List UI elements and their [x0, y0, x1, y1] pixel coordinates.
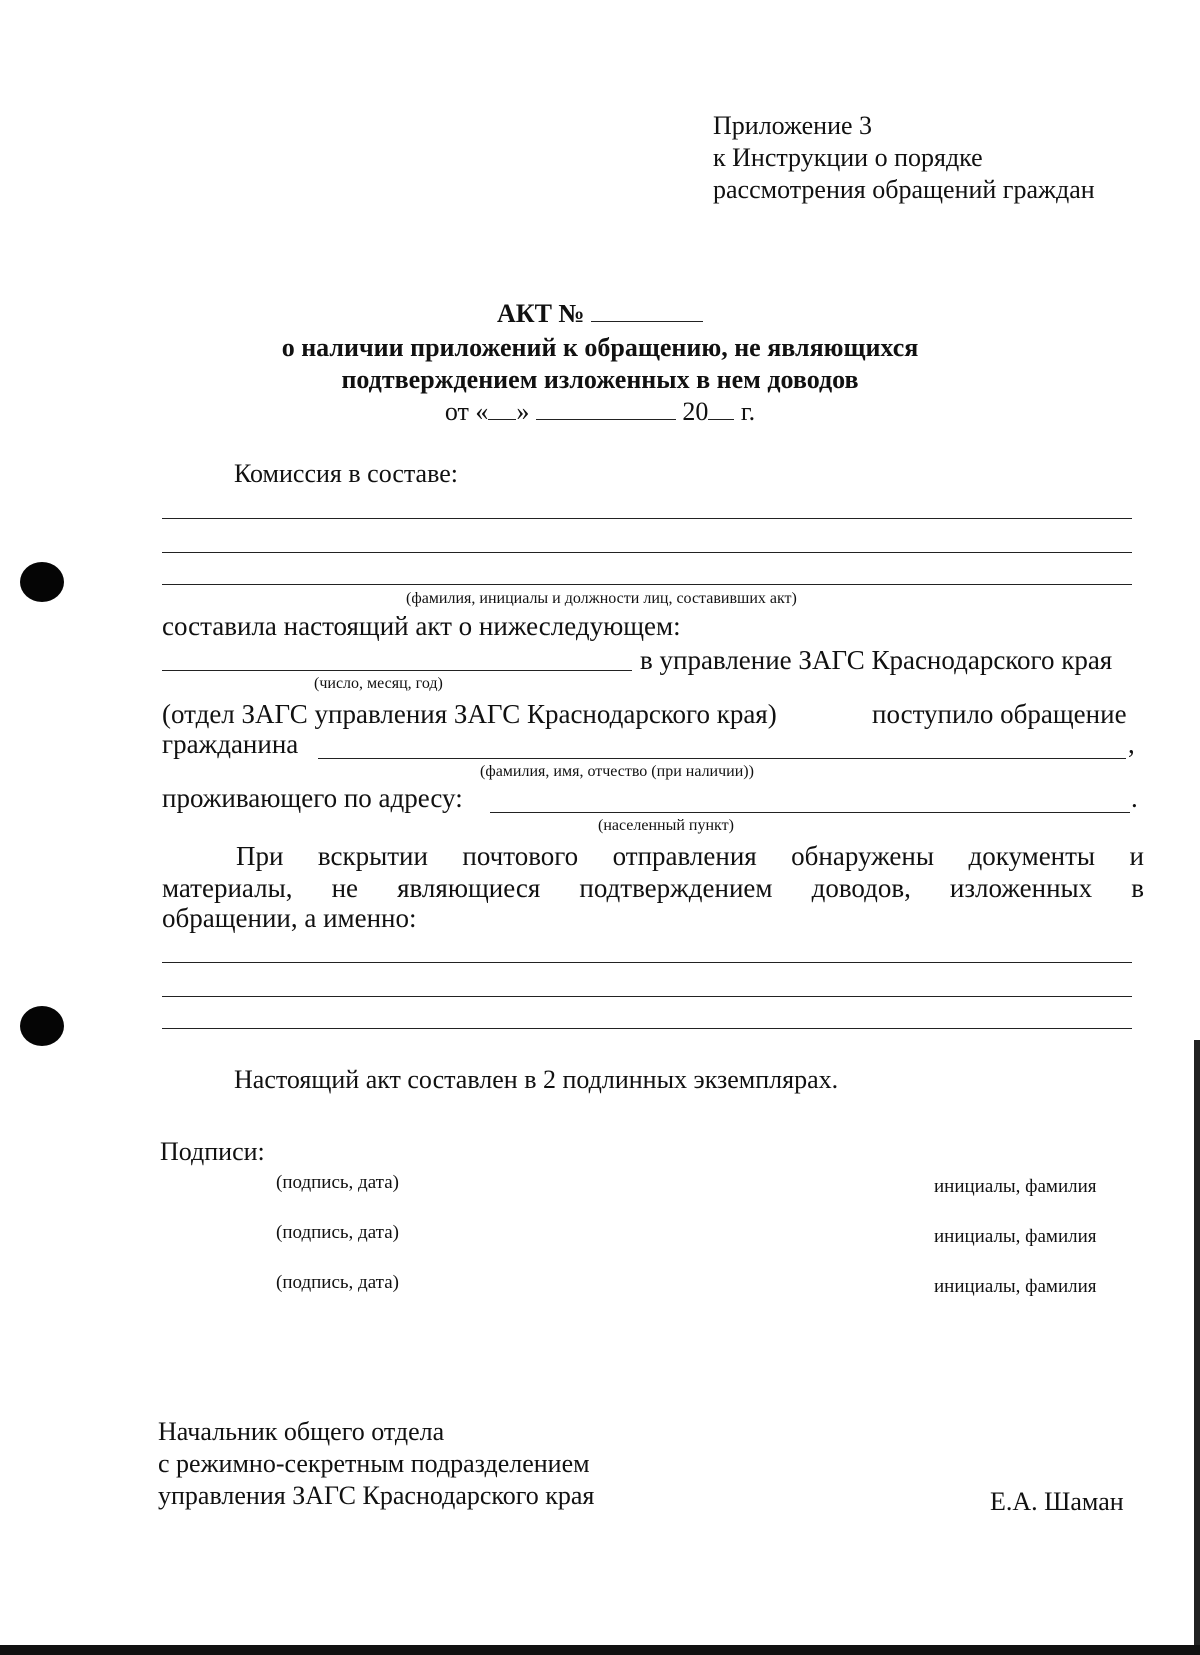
citizen-label: гражданина	[162, 729, 299, 759]
para-line-2: материалы, не являющиеся подтверждением доводов, изложенных в	[162, 873, 1144, 903]
appendix-line-1: Приложение 3	[713, 111, 873, 140]
footer-position-1: Начальник общего отдела	[158, 1417, 445, 1446]
citizen-comma: ,	[1128, 729, 1135, 759]
footer-signatory-name: Е.А. Шаман	[990, 1487, 1124, 1516]
composed-text: составила настоящий акт о нижеследующем:	[162, 611, 681, 641]
act-date-line	[0, 396, 1200, 428]
dept-text: (отдел ЗАГС управления ЗАГС Краснодарского края)	[162, 699, 777, 729]
year-prefix: 20	[682, 397, 709, 426]
commission-line-2	[162, 552, 1132, 553]
date-from-label: от «	[444, 397, 489, 426]
footer-position-3: управления ЗАГС Краснодарского края	[158, 1481, 595, 1510]
signature-name-3: инициалы, фамилия	[934, 1276, 1097, 1297]
punch-hole-top	[20, 562, 64, 602]
address-line	[490, 812, 1130, 813]
day-blank	[488, 397, 516, 420]
appendix-line-3: рассмотрения обращений граждан	[713, 175, 1095, 204]
signature-date-2: (подпись, дата)	[276, 1222, 399, 1243]
act-subtitle-2: подтверждением изложенных в нем доводов	[341, 365, 859, 394]
received-appeal-text: поступило обращение	[872, 699, 1127, 729]
act-subtitle-1: о наличии приложений к обращению, не являющихся	[281, 333, 919, 362]
commission-hint: (фамилия, инициалы и должности лиц, составивших акт)	[406, 590, 797, 607]
address-dot: .	[1131, 783, 1138, 813]
materials-line-1	[162, 962, 1132, 963]
received-date-line	[162, 670, 632, 671]
signatures-label: Подписи:	[160, 1137, 265, 1166]
year-suffix: г.	[740, 397, 756, 426]
month-blank	[536, 397, 676, 420]
appendix-line-2: к Инструкции о порядке	[713, 143, 983, 172]
commission-line-3	[162, 584, 1132, 585]
commission-line-1	[162, 518, 1132, 519]
year-blank	[708, 397, 734, 420]
signature-date-1: (подпись, дата)	[276, 1172, 399, 1193]
materials-line-2	[162, 996, 1132, 997]
fio-hint: (фамилия, имя, отчество (при наличии))	[480, 763, 754, 780]
act-title	[0, 298, 1200, 330]
footer-position-2: с режимно-секретным подразделением	[158, 1449, 590, 1478]
punch-hole-bottom	[20, 1006, 64, 1046]
received-to-text: в управление ЗАГС Краснодарского края	[640, 645, 1113, 675]
place-hint: (населенный пункт)	[598, 817, 734, 834]
copies-text: Настоящий акт составлен в 2 подлинных экземплярах.	[234, 1065, 839, 1094]
scan-edge-right	[1194, 1040, 1200, 1655]
para-line-1: При вскрытии почтового отправления обнаружены документы и	[236, 841, 1144, 871]
date-close-quote: »	[516, 397, 530, 426]
act-number-label: АКТ №	[496, 299, 585, 328]
citizen-name-line	[318, 758, 1126, 759]
signature-name-2: инициалы, фамилия	[934, 1226, 1097, 1247]
commission-label: Комиссия в составе:	[234, 459, 458, 488]
scan-edge-bottom	[0, 1645, 1200, 1655]
materials-line-3	[162, 1028, 1132, 1029]
signature-date-3: (подпись, дата)	[276, 1272, 399, 1293]
address-label: проживающего по адресу:	[162, 783, 463, 813]
para-line-3: обращении, а именно:	[162, 903, 417, 933]
date-hint: (число, месяц, год)	[314, 675, 443, 692]
signature-name-1: инициалы, фамилия	[934, 1176, 1097, 1197]
act-number-blank	[591, 299, 703, 322]
